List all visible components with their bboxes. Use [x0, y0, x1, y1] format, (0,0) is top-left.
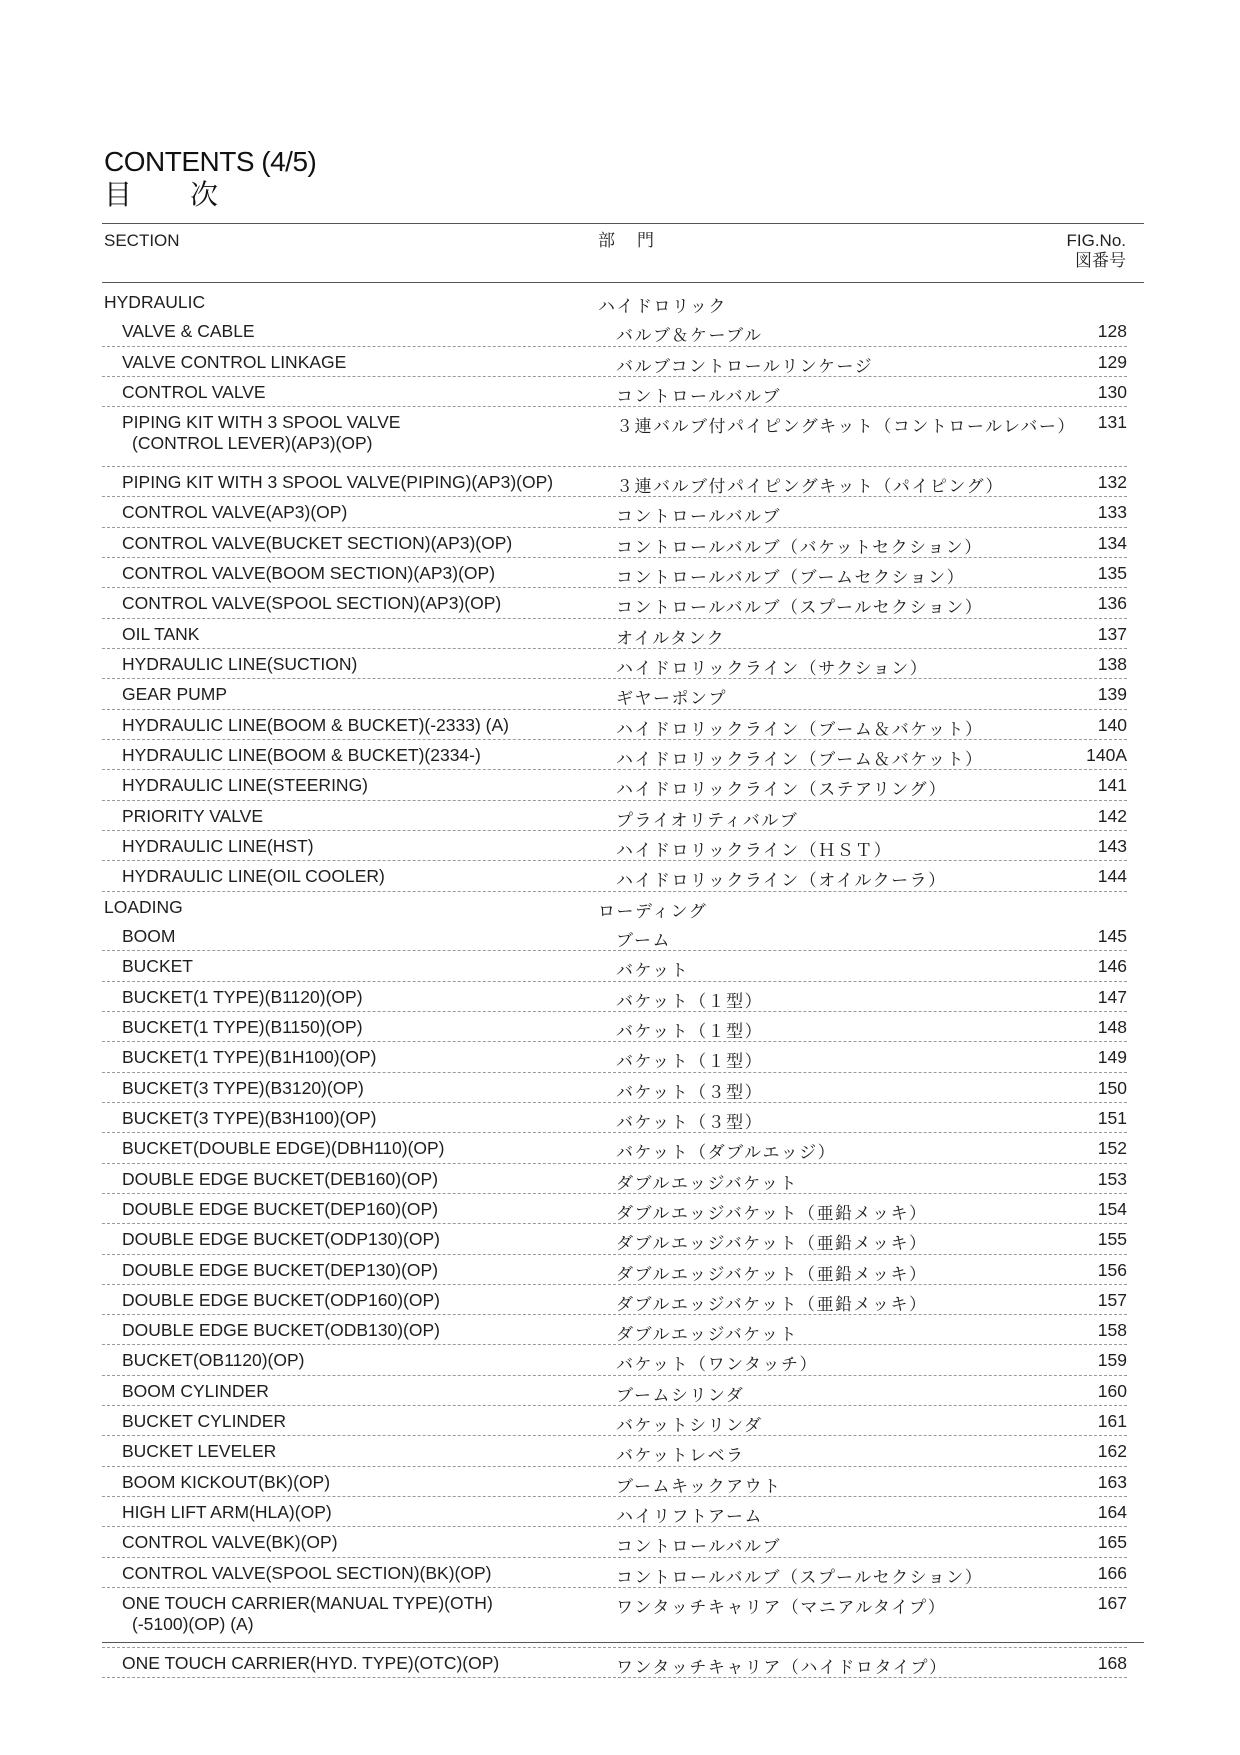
- item-title: [122, 1502, 332, 1523]
- item-title-line1: ONE TOUCH CARRIER(HYD. TYPE)(OTC)(OP): [122, 1652, 500, 1673]
- item-title-jp: バケット（３型）: [616, 1082, 764, 1103]
- fig-number: 143: [1097, 835, 1127, 856]
- fig-number: 147: [1097, 986, 1127, 1007]
- contents-row: [102, 1436, 1127, 1466]
- fig-number: 167: [1097, 1593, 1127, 1614]
- contents-row: [102, 1406, 1127, 1436]
- item-title: [122, 1320, 440, 1341]
- contents-row: [102, 1315, 1127, 1345]
- fig-number: 142: [1097, 805, 1127, 826]
- item-title-line2: (-5100)(OP) (A): [132, 1614, 254, 1635]
- item-title-line1: HYDRAULIC LINE(HST): [122, 835, 314, 856]
- item-title-line1: BUCKET(1 TYPE)(B1H100)(OP): [122, 1047, 377, 1068]
- item-title-line1: BUCKET(1 TYPE)(B1150)(OP): [122, 1016, 363, 1037]
- item-title-line1: BUCKET(OB1120)(OP): [122, 1350, 305, 1371]
- item-title-line1: HYDRAULIC LINE(BOOM & BUCKET)(-2333) (A): [122, 714, 510, 735]
- item-title-line1: CONTROL VALVE: [122, 381, 266, 402]
- item-title-jp: バケット（１型）: [616, 991, 764, 1012]
- item-title-jp: バケット（ダブルエッジ）: [616, 1143, 837, 1164]
- fig-number: 139: [1097, 684, 1127, 705]
- item-title-line1: DOUBLE EDGE BUCKET(ODP160)(OP): [122, 1289, 440, 1310]
- item-title-jp: バケットレベラ: [616, 1446, 745, 1467]
- item-title: [122, 593, 501, 614]
- item-title-line1: DOUBLE EDGE BUCKET(DEB160)(OP): [122, 1168, 439, 1189]
- fig-number: 132: [1097, 471, 1127, 492]
- item-title-line1: BOOM CYLINDER: [122, 1380, 269, 1401]
- item-title: [122, 1593, 493, 1635]
- item-title-line1: BUCKET LEVELER: [122, 1441, 277, 1462]
- fig-number: 146: [1097, 956, 1127, 977]
- section-title-jp: ローディング: [598, 901, 708, 922]
- title-english: CONTENTS (4/5): [104, 146, 317, 177]
- item-title-line1: BUCKET(3 TYPE)(B3H100)(OP): [122, 1107, 377, 1128]
- item-title-line1: PIPING KIT WITH 3 SPOOL VALVE(PIPING)(AP3)(OP): [122, 471, 554, 492]
- item-title-line1: BUCKET(1 TYPE)(B1120)(OP): [122, 986, 363, 1007]
- item-title-jp: ３連バルブ付パイピングキット（コントロールレバー）: [616, 417, 1076, 438]
- contents-row: [102, 1042, 1127, 1072]
- contents-row: [102, 1497, 1127, 1527]
- item-title-jp: ハイドロリックライン（ブーム＆バケット）: [616, 719, 984, 740]
- item-title-line1: CONTROL VALVE(SPOOL SECTION)(AP3)(OP): [122, 593, 502, 614]
- fig-number: 153: [1097, 1168, 1127, 1189]
- fig-number: 135: [1097, 562, 1127, 583]
- item-title: [122, 352, 346, 373]
- item-title-jp: バケット（１型）: [616, 1052, 764, 1073]
- fig-number: 161: [1097, 1411, 1127, 1432]
- contents-row: [102, 801, 1127, 831]
- item-title-jp: プライオリティバルブ: [616, 810, 799, 831]
- item-title-jp: コントロールバルブ（スプールセクション）: [616, 1567, 984, 1588]
- fig-number: 168: [1097, 1652, 1127, 1673]
- contents-table: [102, 287, 1127, 1678]
- item-title-jp: ワンタッチキャリア（マニアルタイプ）: [616, 1598, 947, 1619]
- contents-row: [102, 407, 1127, 467]
- item-title-jp: ダブルエッジバケット（亜鉛メッキ）: [616, 1234, 928, 1255]
- footer-rule: [102, 1642, 1144, 1643]
- item-title-jp: バルブ＆ケーブル: [616, 326, 763, 347]
- item-title: [122, 745, 481, 766]
- fig-number: 157: [1097, 1289, 1127, 1310]
- fig-number: 140A: [1086, 744, 1127, 765]
- item-title-jp: ブームシリンダ: [616, 1385, 745, 1406]
- item-title-line1: GEAR PUMP: [122, 684, 228, 705]
- item-title: [122, 533, 512, 554]
- item-title: [122, 806, 263, 827]
- fig-number: 133: [1097, 502, 1127, 523]
- fig-number: 137: [1097, 623, 1127, 644]
- contents-row: [102, 497, 1127, 527]
- item-title-jp: コントロールバルブ: [616, 507, 781, 528]
- contents-row: [102, 1648, 1127, 1678]
- section-title: LOADING: [104, 896, 183, 917]
- fig-number: 152: [1097, 1138, 1127, 1159]
- item-title: [122, 1017, 363, 1038]
- item-title: [122, 987, 363, 1008]
- contents-row: [102, 1224, 1127, 1254]
- item-title-line1: BUCKET(3 TYPE)(B3120)(OP): [122, 1077, 364, 1098]
- fig-number: 131: [1097, 412, 1127, 433]
- item-title-jp: ダブルエッジバケット: [616, 1325, 798, 1346]
- item-title-line1: PRIORITY VALVE: [122, 805, 264, 826]
- item-title-jp: バケット: [616, 961, 690, 982]
- item-title: [122, 563, 495, 584]
- contents-row: [102, 588, 1127, 618]
- contents-row: [102, 1527, 1127, 1557]
- item-title: [122, 956, 193, 977]
- item-title: [122, 502, 347, 523]
- contents-row: [102, 1073, 1127, 1103]
- item-title-line1: CONTROL VALVE(BOOM SECTION)(AP3)(OP): [122, 562, 496, 583]
- item-title-line1: HYDRAULIC LINE(STEERING): [122, 775, 369, 796]
- contents-row: [102, 770, 1127, 800]
- fig-number: 150: [1097, 1077, 1127, 1098]
- item-title-line1: OIL TANK: [122, 623, 200, 644]
- item-title-jp: ワンタッチキャリア（ハイドロタイプ）: [616, 1657, 948, 1678]
- contents-row: [102, 316, 1127, 346]
- section-title-jp: ハイドロリック: [598, 297, 727, 317]
- contents-row: [102, 347, 1127, 377]
- item-title-jp: バルブコントロールリンケージ: [616, 356, 874, 377]
- item-title-jp: ３連バルブ付パイピングキット（パイピング）: [616, 476, 1004, 497]
- header-fig: [1066, 231, 1126, 271]
- contents-row: [102, 1133, 1127, 1163]
- item-title-jp: ブーム: [616, 930, 671, 951]
- item-title-jp: ダブルエッジバケット（亜鉛メッキ）: [616, 1294, 928, 1315]
- item-title: [122, 1532, 338, 1553]
- contents-row: [102, 558, 1127, 588]
- item-title: [122, 1653, 499, 1674]
- contents-row: [102, 377, 1127, 407]
- header-fig-jp: 図番号: [1075, 251, 1126, 270]
- contents-row: [102, 467, 1127, 497]
- item-title-line1: HIGH LIFT ARM(HLA)(OP): [122, 1502, 332, 1523]
- item-title-jp: ダブルエッジバケット（亜鉛メッキ）: [616, 1203, 928, 1224]
- item-title-line2: (CONTROL LEVER)(AP3)(OP): [132, 433, 373, 454]
- fig-number: 128: [1097, 321, 1127, 342]
- item-title-jp: オイルタンク: [616, 628, 726, 649]
- contents-row: [102, 619, 1127, 649]
- item-title-line1: BOOM: [122, 925, 176, 946]
- item-title-jp: コントロールバルブ: [616, 1537, 781, 1558]
- item-title: [122, 321, 255, 342]
- contents-row: [102, 1376, 1127, 1406]
- item-title-line1: BOOM KICKOUT(BK)(OP): [122, 1471, 331, 1492]
- contents-row: [102, 831, 1127, 861]
- item-title: [122, 1169, 438, 1190]
- fig-number: 155: [1097, 1229, 1127, 1250]
- contents-row: [102, 861, 1127, 891]
- item-title-jp: バケットシリンダ: [616, 1416, 763, 1437]
- item-title-jp: ハイドロリックライン（ステアリング）: [616, 780, 947, 801]
- contents-row: [102, 982, 1127, 1012]
- contents-row: [102, 1164, 1127, 1194]
- item-title: [122, 654, 357, 675]
- fig-number: 151: [1097, 1107, 1127, 1128]
- item-title-jp: ハイドロリックライン（ブーム＆バケット）: [616, 749, 984, 770]
- fig-number: 136: [1097, 593, 1127, 614]
- item-title-line1: DOUBLE EDGE BUCKET(DEP160)(OP): [122, 1198, 439, 1219]
- item-title-jp: コントロールバルブ（スプールセクション）: [616, 598, 984, 619]
- header-bottom-rule: [102, 282, 1144, 283]
- item-title: [122, 1199, 438, 1220]
- item-title-line1: VALVE CONTROL LINKAGE: [122, 351, 347, 372]
- fig-number: 140: [1097, 714, 1127, 735]
- item-title: [122, 412, 400, 454]
- item-title-jp: コントロールバルブ（バケットセクション）: [616, 537, 983, 558]
- item-title: [122, 1441, 276, 1462]
- fig-number: 145: [1097, 925, 1127, 946]
- item-title-line1: HYDRAULIC LINE(OIL COOLER): [122, 866, 385, 887]
- contents-row: [102, 1345, 1127, 1375]
- item-title: [122, 1350, 305, 1371]
- item-title-line1: DOUBLE EDGE BUCKET(ODB130)(OP): [122, 1320, 440, 1341]
- section-heading: [102, 287, 1127, 316]
- section-heading: [102, 892, 1127, 921]
- item-title: [122, 1290, 440, 1311]
- fig-number: 162: [1097, 1441, 1127, 1462]
- fig-number: 138: [1097, 653, 1127, 674]
- item-title-jp: ダブルエッジバケット（亜鉛メッキ）: [616, 1264, 928, 1285]
- item-title: [122, 624, 199, 645]
- fig-number: 149: [1097, 1047, 1127, 1068]
- contents-row: [102, 1012, 1127, 1042]
- contents-row: [102, 921, 1127, 951]
- item-title-line1: VALVE & CABLE: [122, 321, 255, 342]
- item-title-line1: CONTROL VALVE(SPOOL SECTION)(BK)(OP): [122, 1562, 492, 1583]
- contents-row: [102, 1255, 1127, 1285]
- item-title-jp: コントロールバルブ（ブームセクション）: [616, 567, 966, 588]
- contents-row: [102, 1103, 1127, 1133]
- fig-number: 159: [1097, 1350, 1127, 1371]
- header-top-rule: [102, 223, 1144, 224]
- item-title-jp: バケット（１型）: [616, 1021, 764, 1042]
- item-title-jp: ハイドロリックライン（ＨＳＴ）: [616, 840, 893, 861]
- item-title: [122, 1260, 438, 1281]
- item-title: [122, 836, 314, 857]
- item-title-jp: ギヤーポンプ: [616, 689, 727, 710]
- item-title: [122, 715, 509, 736]
- fig-number: 166: [1097, 1562, 1127, 1583]
- item-title: [122, 1411, 286, 1432]
- item-title: [122, 472, 553, 493]
- contents-row: [102, 1285, 1127, 1315]
- contents-row: [102, 1588, 1127, 1648]
- contents-row: [102, 1194, 1127, 1224]
- item-title: [122, 1047, 376, 1068]
- contents-row: [102, 1467, 1127, 1497]
- fig-number: 163: [1097, 1471, 1127, 1492]
- item-title: [122, 866, 385, 887]
- item-title-jp: コントロールバルブ: [616, 386, 781, 407]
- fig-number: 158: [1097, 1320, 1127, 1341]
- fig-number: 165: [1097, 1532, 1127, 1553]
- contents-row: [102, 740, 1127, 770]
- item-title-line1: BUCKET(DOUBLE EDGE)(DBH110)(OP): [122, 1138, 445, 1159]
- fig-number: 130: [1097, 381, 1127, 402]
- fig-number: 156: [1097, 1259, 1127, 1280]
- item-title: [122, 1138, 445, 1159]
- item-title: [122, 1472, 330, 1493]
- title-japanese: 目次: [104, 178, 277, 211]
- item-title: [122, 926, 175, 947]
- item-title: [122, 1229, 440, 1250]
- item-title: [122, 1563, 492, 1584]
- item-title-line1: ONE TOUCH CARRIER(MANUAL TYPE)(OTH): [122, 1593, 493, 1614]
- item-title-line1: HYDRAULIC LINE(BOOM & BUCKET)(2334-): [122, 744, 481, 765]
- item-title: [122, 382, 266, 403]
- section-title: HYDRAULIC: [104, 292, 206, 312]
- item-title-jp: バケット（ワンタッチ）: [616, 1355, 818, 1376]
- item-title-jp: ダブルエッジバケット: [616, 1173, 798, 1194]
- item-title-line1: BUCKET CYLINDER: [122, 1411, 287, 1432]
- item-title-line1: CONTROL VALVE(BUCKET SECTION)(AP3)(OP): [122, 532, 513, 553]
- item-title: [122, 1381, 269, 1402]
- item-title: [122, 1108, 376, 1129]
- item-title-jp: ハイドロリックライン（サクション）: [616, 658, 929, 679]
- item-title-line1: BUCKET: [122, 956, 193, 977]
- header-section-jp: 部門: [598, 231, 676, 251]
- contents-row: [102, 1558, 1127, 1588]
- page-title: [104, 146, 316, 212]
- item-title-line1: DOUBLE EDGE BUCKET(ODP130)(OP): [122, 1229, 440, 1250]
- item-title: [122, 775, 368, 796]
- fig-number: 148: [1097, 1016, 1127, 1037]
- item-title-line1: PIPING KIT WITH 3 SPOOL VALVE: [122, 412, 401, 433]
- contents-row: [102, 528, 1127, 558]
- fig-number: 134: [1097, 532, 1127, 553]
- fig-number: 129: [1097, 351, 1127, 372]
- fig-number: 160: [1097, 1380, 1127, 1401]
- contents-row: [102, 710, 1127, 740]
- contents-row: [102, 951, 1127, 981]
- item-title-line1: DOUBLE EDGE BUCKET(DEP130)(OP): [122, 1259, 439, 1280]
- item-title-line1: CONTROL VALVE(BK)(OP): [122, 1532, 338, 1553]
- item-title-jp: ハイドロリックライン（オイルクーラ）: [616, 871, 947, 892]
- contents-row: [102, 649, 1127, 679]
- item-title: [122, 684, 227, 705]
- fig-number: 154: [1097, 1198, 1127, 1219]
- item-title: [122, 1078, 364, 1099]
- fig-number: 164: [1097, 1502, 1127, 1523]
- item-title-line1: CONTROL VALVE(AP3)(OP): [122, 502, 348, 523]
- item-title-line1: HYDRAULIC LINE(SUCTION): [122, 653, 358, 674]
- fig-number: 141: [1097, 775, 1127, 796]
- item-title-jp: ブームキックアウト: [616, 1476, 782, 1497]
- header-section: SECTION: [104, 231, 180, 250]
- header-fig-no: FIG.No.: [1066, 231, 1126, 250]
- contents-row: [102, 679, 1127, 709]
- item-title-jp: バケット（３型）: [616, 1112, 764, 1133]
- fig-number: 144: [1097, 866, 1127, 887]
- item-title-jp: ハイリフトアーム: [616, 1507, 763, 1528]
